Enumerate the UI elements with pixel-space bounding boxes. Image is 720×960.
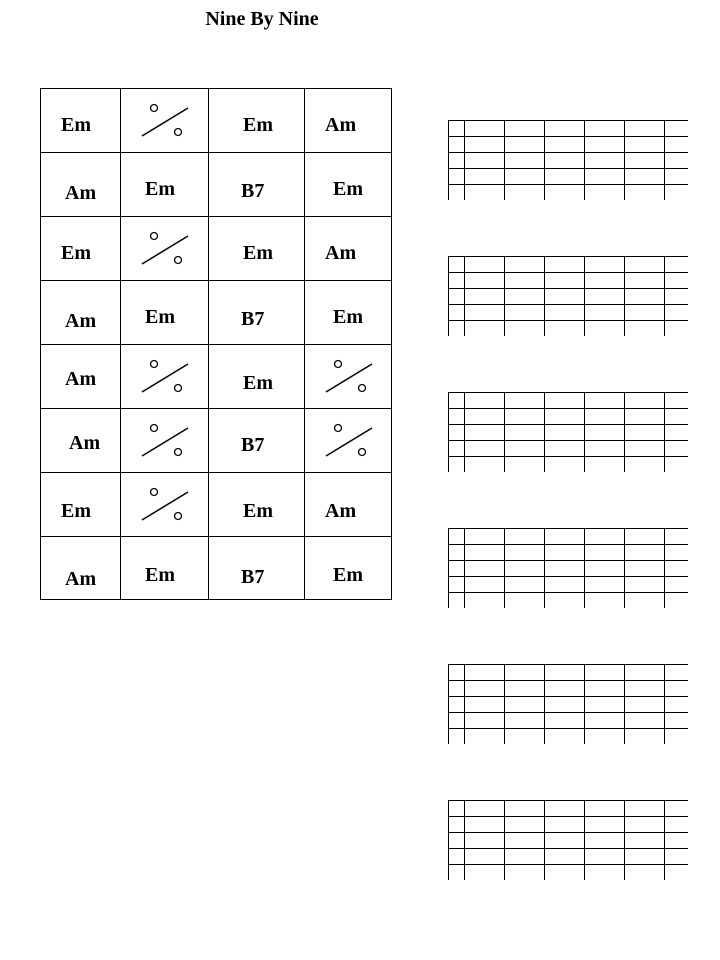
chord-label: Em (243, 500, 273, 522)
chord-label: Em (61, 500, 91, 522)
chord-label: Am (65, 182, 97, 204)
page-title: Nine By Nine (205, 8, 319, 30)
grid-row-divider (41, 216, 391, 217)
percent-repeat-icon (138, 357, 192, 397)
grid-row-divider (41, 344, 391, 345)
grid-row-divider (41, 280, 391, 281)
fretboard-diagram (448, 664, 688, 744)
chord-label: Em (61, 242, 91, 264)
chord-label: Em (333, 306, 363, 328)
chord-label: B7 (241, 308, 265, 330)
chord-label: Am (325, 114, 357, 136)
fretboard-diagram (448, 120, 688, 200)
chord-label: Am (325, 500, 357, 522)
chord-label: Em (333, 178, 363, 200)
chord-label: Em (243, 372, 273, 394)
percent-repeat-icon (322, 357, 376, 397)
percent-repeat-icon (322, 421, 376, 461)
chord-label: B7 (241, 180, 265, 202)
chord-label: Em (145, 178, 175, 200)
chord-label: Am (65, 368, 97, 390)
fretboard-diagram (448, 256, 688, 336)
chord-label: Em (333, 564, 363, 586)
chord-label: Em (145, 306, 175, 328)
chord-label: Em (61, 114, 91, 136)
percent-repeat-icon (138, 101, 192, 141)
chord-label: Am (69, 432, 101, 454)
chord-label: Em (243, 242, 273, 264)
chord-label: Em (243, 114, 273, 136)
percent-repeat-icon (138, 485, 192, 525)
chord-label: Em (145, 564, 175, 586)
fretboard-diagram (448, 528, 688, 608)
fretboard-diagram (448, 392, 688, 472)
fretboard-diagram (448, 800, 688, 880)
chord-label: Am (65, 568, 97, 590)
chord-chart (40, 88, 392, 600)
chord-label: B7 (241, 434, 265, 456)
grid-row-divider (41, 472, 391, 473)
grid-row-divider (41, 408, 391, 409)
chord-label: Am (65, 310, 97, 332)
grid-row-divider (41, 152, 391, 153)
grid-row-divider (41, 536, 391, 537)
percent-repeat-icon (138, 421, 192, 461)
chord-label: B7 (241, 566, 265, 588)
chord-label: Am (325, 242, 357, 264)
percent-repeat-icon (138, 229, 192, 269)
